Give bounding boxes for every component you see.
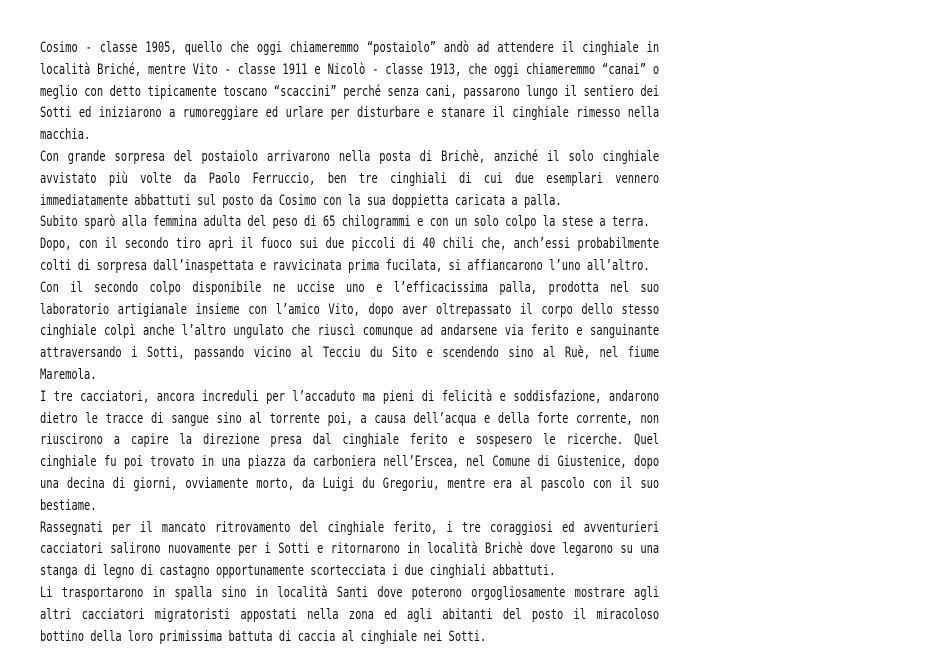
paragraph-7: Rassegnati per il mancato ritrovamento del cinghiale ferito, i tre coraggiosi ed avventurieri cacciatori salirono nuovamente per i Sotti e ritornarono in località Brichè dove legarono su una stanga di legno di castagno opportunamente scortecciata i due cinghiali abbattuti. [40, 519, 660, 580]
paragraph-6: I tre cacciatori, ancora increduli per l’accaduto ma pieni di felicità e soddisfazione, andarono dietro le tracce di sangue sino al torrente poi, a causa dell’acqua e della forte corrente, non riuscirono a capire la direzione presa dal cinghiale ferito e sospesero le ricerche. Quel cinghiale fu poi trovato in una piazza da carboniera nell’Erscea, nel Comune di Giustenice, dopo una decina di giorni, ovviamente morto, da Luigi du Gregoriu, mentre era al pascolo con il suo bestiame. [40, 388, 660, 514]
paragraph-8: Li trasportarono in spalla sino in località Santi dove poterono orgogliosamente mostrare agli altri cacciatori migratoristi appostati nella zona ed agli abitanti del posto il miracoloso bottino della loro primissima battuta di caccia al cinghiale nei Sotti. [40, 584, 660, 645]
paragraph-3: Subito sparò alla femmina adulta del peso di 65 chilogrammi e con un solo colpo la stese a terra. [40, 214, 650, 231]
document-body [40, 38, 659, 648]
paragraph-2: Con grande sorpresa del postaiolo arrivarono nella posta di Brichè, anziché il solo cinghiale avvistato più volte da Paolo Ferruccio, ben tre cinghiali di cui due esemplari vennero immediatamente abbattuti sul posto da Cosimo con la sua doppietta caricata a palla. [40, 148, 660, 209]
paragraph-1: Cosimo - classe 1905, quello che oggi chiameremmo “postaiolo” andò ad attendere il cinghiale in località Briché, mentre Vito - classe 1911 e Nicolò - classe 1913, che oggi chiameremmo “canai” o meglio con detto tipicamente toscano “scaccini” perché senza cani, passarono lungo il sentiero dei Sotti ed iniziarono a rumoreggiare ed urlare per disturbare e stanare il cinghiale rimesso nella macchia. [40, 40, 660, 144]
paragraph-4: Dopo, con il secondo tiro aprì il fuoco sui due piccoli di 40 chili che, anch’essi probabilmente colti di sorpresa dall’inaspettata e ravvicinata prima fucilata, si affiancarono l’uno all’altro. [40, 236, 660, 274]
paragraph-5: Con il secondo colpo disponibile ne uccise uno e l’efficacissima palla, prodotta nel suo laboratorio artigianale insieme con l’amico Vito, dopo aver oltrepassato il corpo dello stesso cinghiale colpì anche l’altro ungulato che riuscì comunque ad andarsene via ferito e sanguinante attraversando i Sotti, passando vicino al Tecciu du Sito e scendendo sino al Ruè, nel fiume Maremola. [40, 279, 660, 383]
